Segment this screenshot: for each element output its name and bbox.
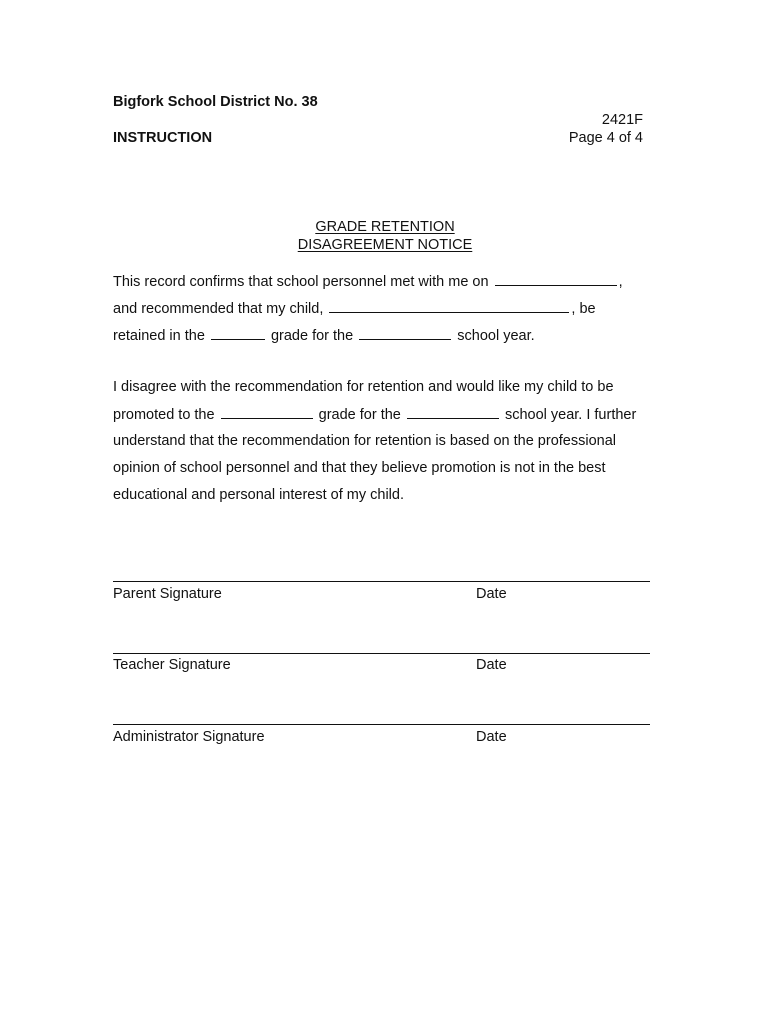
child-name-blank[interactable] xyxy=(329,300,569,313)
para1-line3-b: grade for the xyxy=(270,328,354,344)
section-title: INSTRUCTION xyxy=(113,130,213,146)
para1-line2 xyxy=(113,300,596,317)
administrator-date-label: Date xyxy=(476,729,507,745)
para2-line2 xyxy=(113,406,636,423)
page-number: Page 4 of 4 xyxy=(568,130,643,146)
administrator-signature-label: Administrator Signature xyxy=(113,729,265,745)
para1-line1-text: This record confirms that school personnel met with me on xyxy=(113,274,489,290)
para1-line3-c: school year. xyxy=(457,328,535,344)
para2-line3: understand that the recommendation for retention is based on the professional xyxy=(113,433,616,449)
administrator-signature-line[interactable] xyxy=(113,724,650,725)
para2-line2-a: promoted to the xyxy=(113,407,215,423)
para2-line4: opinion of school personnel and that they believe promotion is not in the best xyxy=(113,460,606,476)
teacher-signature-label: Teacher Signature xyxy=(113,657,231,673)
para1-line2-text: and recommended that my child, xyxy=(113,301,324,317)
para1-line3-a: retained in the xyxy=(113,328,205,344)
parent-date-label: Date xyxy=(476,586,507,602)
para2-line5: educational and personal interest of my child. xyxy=(113,487,404,503)
parent-signature-label: Parent Signature xyxy=(113,586,222,602)
para1-line1-end: , xyxy=(618,274,623,290)
notice-title-line1: GRADE RETENTION xyxy=(315,219,455,235)
para2-line2-b: grade for the xyxy=(318,407,401,423)
meeting-date-blank[interactable] xyxy=(495,273,617,286)
promoted-grade-blank[interactable] xyxy=(221,406,313,419)
teacher-date-label: Date xyxy=(476,657,507,673)
para1-line3 xyxy=(113,327,535,344)
para2-line1: I disagree with the recommendation for retention and would like my child to be xyxy=(113,379,614,395)
para1-line1 xyxy=(113,273,623,290)
district-name: Bigfork School District No. 38 xyxy=(113,94,318,110)
retained-year-blank[interactable] xyxy=(359,327,451,340)
para1-line2-end: , be xyxy=(571,301,596,317)
retained-grade-blank[interactable] xyxy=(211,327,265,340)
para2-line2-c: school year. I further xyxy=(504,407,637,423)
parent-signature-line[interactable] xyxy=(113,581,650,582)
notice-title-line2: DISAGREEMENT NOTICE xyxy=(297,237,473,253)
form-number: 2421F xyxy=(601,112,643,128)
teacher-signature-line[interactable] xyxy=(113,653,650,654)
promoted-year-blank[interactable] xyxy=(407,406,499,419)
